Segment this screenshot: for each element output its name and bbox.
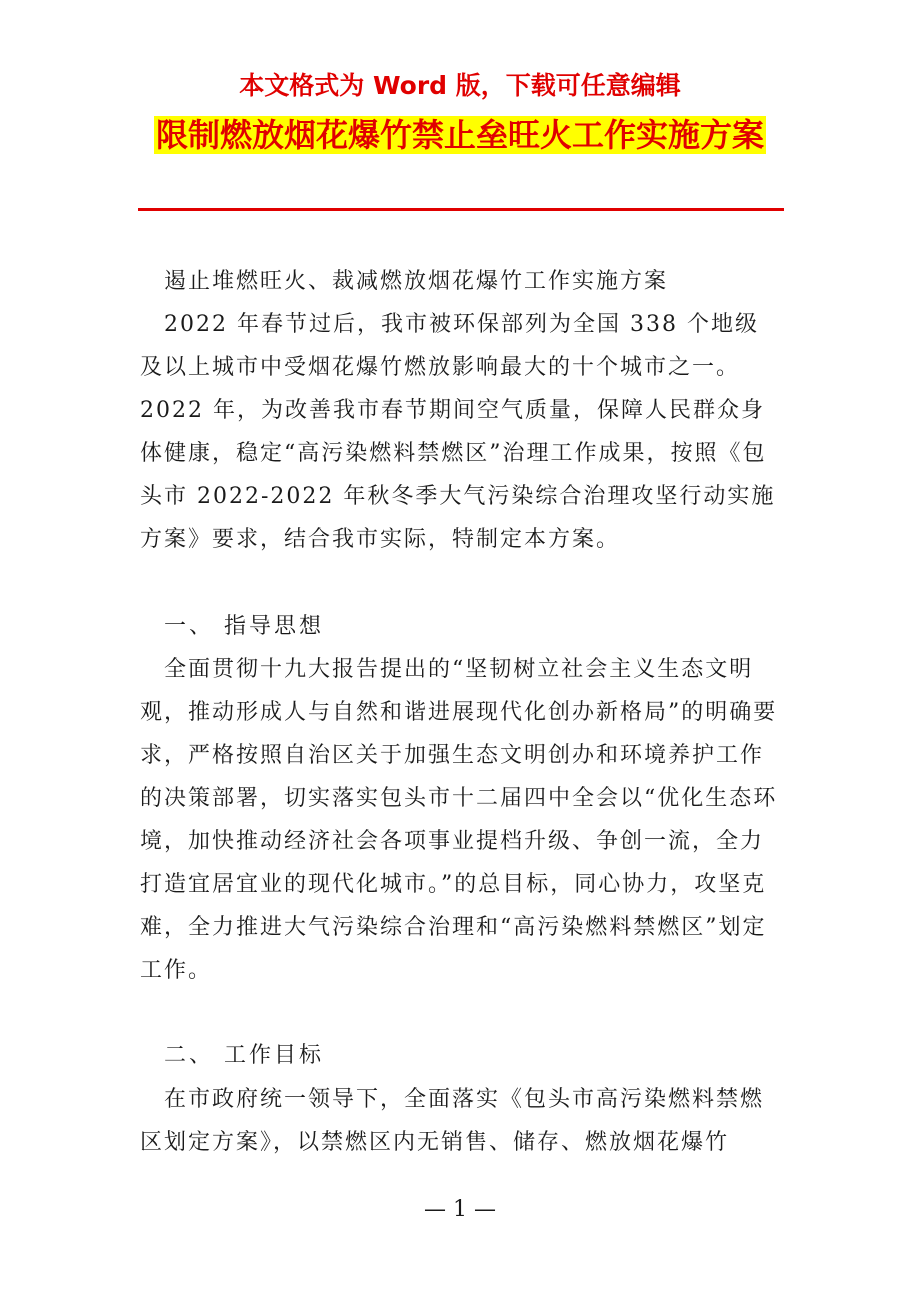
guiding-block <box>140 648 780 992</box>
format-notice: 本文格式为 Word 版，下载可任意编辑 <box>239 71 681 100</box>
heading-work-goals: 二、 工作目标 <box>164 1043 324 1068</box>
document-title <box>140 112 780 159</box>
intro-block <box>140 303 780 561</box>
page-number: — 1 — <box>424 1197 496 1222</box>
paragraph-guiding: 全面贯彻十九大报告提出的“坚韧树立社会主义生态文明观，推动形成人与自然和谐进展现代化创办新格局”的明确要求，严格按照自治区关于加强生态文明创办和环境养护工作的决策部署，切实落实包头市十二届四中全会以“优化生态环境，加快推动经济社会各项事业提档升级、争创一流，全力打造宜居宜业的现代化城市。”的总目标，同心协力，攻坚克难，全力推进大气污染综合治理和“高污染燃料禁燃区”划定工作。 <box>140 657 778 983</box>
title-divider <box>138 208 784 211</box>
paragraph-intro: 2022 年春节过后，我市被环保部列为全国 338 个地级及以上城市中受烟花爆竹燃放影响最大的十个城市之一。2022 年，为改善我市春节期间空气质量，保障人民群众身体健康，稳定“高污染燃料禁燃区”治理工作成果，按照《包头市 2022-2022 年秋冬季大气污染综合治理攻坚行动实施方案》要求，结合我市实际，特制定本方案。 <box>140 312 776 552</box>
subtitle-line <box>140 260 780 303</box>
section-heading-goals <box>140 1034 780 1077</box>
heading-guiding-thought: 一、 指导思想 <box>164 614 324 639</box>
paragraph-subtitle: 遏止堆燃旺火、裁减燃放烟花爆竹工作实施方案 <box>164 269 669 294</box>
goals-block <box>140 1078 780 1164</box>
paragraph-goals: 在市政府统一领导下，全面落实《包头市高污染燃料禁燃区划定方案》，以禁燃区内无销售、储存、燃放烟花爆竹 <box>140 1087 765 1155</box>
title-highlight: 限制燃放烟花爆竹禁止垒旺火工作实施方案 <box>155 116 764 154</box>
section-heading-guiding <box>140 605 780 648</box>
